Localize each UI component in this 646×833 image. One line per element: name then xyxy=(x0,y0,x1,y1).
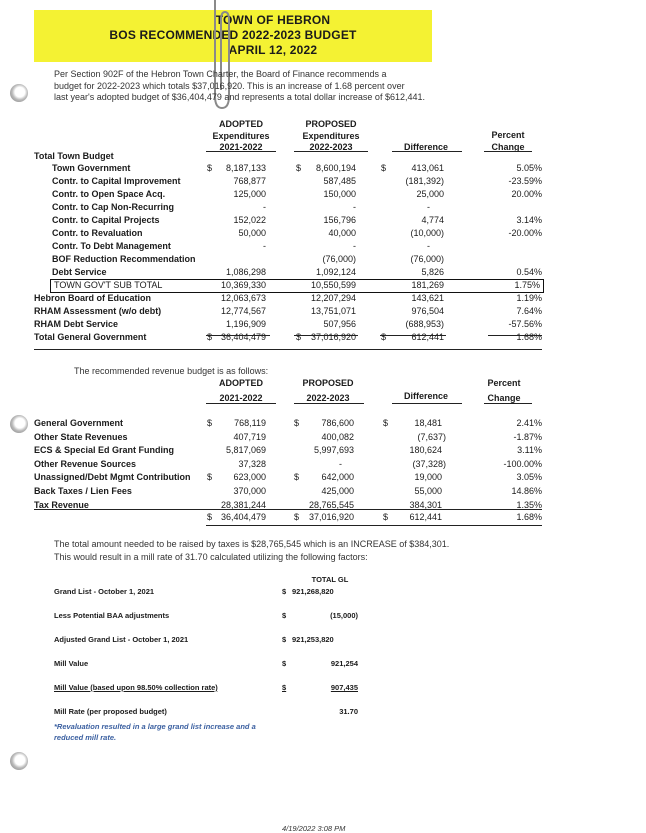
difference-value: (7,637) xyxy=(417,431,446,442)
mill-label: Adjusted Grand List - October 1, 2021 xyxy=(54,635,189,644)
percent-value: 1.19% xyxy=(516,293,542,303)
intro-line: budget for 2022-2023 which totals $37,016,920. This is an increase of 1.68 percent over xyxy=(54,80,405,91)
mill-label: Grand List - October 1, 2021 xyxy=(54,587,155,596)
table-row xyxy=(0,459,646,473)
mill-value: 921,254 xyxy=(330,659,358,668)
percent-value: 3.11% xyxy=(517,445,542,456)
table-row xyxy=(0,241,646,254)
difference-value: 180,624 xyxy=(409,445,442,456)
header-text: PROPOSED xyxy=(302,378,354,388)
table-row xyxy=(0,254,646,267)
difference-value: 413,061 xyxy=(411,163,444,173)
header-text: Change xyxy=(491,141,525,152)
proposed-value: 40,000 xyxy=(328,228,356,238)
difference-value: 976,504 xyxy=(411,306,444,316)
percent-value: 7.64% xyxy=(516,306,542,316)
row-label: Hebron Board of Education xyxy=(34,293,151,303)
mill-value: 921,268,820 xyxy=(292,587,334,596)
rev-header-adopted xyxy=(202,376,280,406)
header-text: ADOPTED xyxy=(218,119,263,129)
header-text: Change xyxy=(487,393,521,403)
difference-value: (76,000) xyxy=(410,254,444,264)
row-label: TOWN GOV'T SUB TOTAL xyxy=(54,280,163,290)
dollar-sign: $ xyxy=(207,472,213,483)
percent-value: 14.86% xyxy=(511,485,542,496)
header-text: Expenditures xyxy=(212,130,270,141)
revenue-table xyxy=(0,418,646,513)
difference-value: 55,000 xyxy=(414,485,442,496)
adopted-value: 1,086,298 xyxy=(225,267,266,277)
adopted-value: 623,000 xyxy=(233,472,266,483)
table-row xyxy=(0,176,646,189)
banner-town: TOWN OF HEBRON xyxy=(215,13,331,27)
mill-label: Mill Value (based upon 98.50% collection rate) xyxy=(54,683,218,692)
row-label: Other Revenue Sources xyxy=(34,458,137,469)
header-text: ADOPTED xyxy=(218,378,263,388)
percent-value: 1.75% xyxy=(514,280,540,290)
section-title: Total Town Budget xyxy=(34,151,114,161)
table-row xyxy=(0,472,646,486)
adopted-value: - xyxy=(263,241,266,251)
banner-date: APRIL 12, 2022 xyxy=(228,43,318,57)
proposed-value: 13,751,071 xyxy=(310,306,356,316)
difference-value: 612,441 xyxy=(409,512,442,522)
difference-value: (10,000) xyxy=(410,228,444,238)
table-row xyxy=(0,228,646,241)
difference-value: - xyxy=(427,202,430,212)
difference-value: 5,826 xyxy=(421,267,444,277)
difference-value: 181,269 xyxy=(411,280,444,290)
table-row xyxy=(0,418,646,432)
percent-value: 0.54% xyxy=(516,267,542,277)
table-row xyxy=(0,319,646,332)
taxes-line: The total amount needed to be raised by taxes is $28,765,545 which is an INCREASE of $384,301. xyxy=(54,539,450,549)
proposed-value: 10,550,599 xyxy=(310,280,356,290)
proposed-value: 587,485 xyxy=(323,176,356,186)
difference-value: 19,000 xyxy=(414,472,442,483)
note-line: reduced mill rate. xyxy=(54,733,117,742)
adopted-value: - xyxy=(263,202,266,212)
proposed-value: 1,092,124 xyxy=(315,267,356,277)
percent-value: -57.56% xyxy=(508,319,542,329)
dollar-sign: $ xyxy=(383,512,389,522)
table-row xyxy=(0,486,646,500)
row-label: RHAM Assessment (w/o debt) xyxy=(34,306,162,316)
adopted-value: 768,877 xyxy=(233,176,266,186)
difference-value: 25,000 xyxy=(416,189,444,199)
row-label: Tax Revenue xyxy=(34,499,89,510)
percent-value: 5.05% xyxy=(516,163,542,173)
mill-row xyxy=(0,587,646,611)
proposed-value: 156,796 xyxy=(323,215,356,225)
proposed-value: 28,765,545 xyxy=(308,499,354,510)
dollar-sign: $ xyxy=(282,611,287,620)
rev-header-percent xyxy=(474,376,534,406)
dollar-sign: $ xyxy=(381,163,387,173)
adopted-value: 125,000 xyxy=(233,189,266,199)
mill-row xyxy=(0,659,646,683)
header-text: 2022-2023 xyxy=(306,393,350,403)
row-label: Contr. to Capital Projects xyxy=(52,215,160,225)
header-text: Percent xyxy=(491,130,525,140)
adopted-value: 37,328 xyxy=(238,458,266,469)
hole-punch-icon xyxy=(10,84,28,102)
table-row xyxy=(0,215,646,228)
header-percent xyxy=(478,130,538,153)
intro-line: Per Section 902F of the Hebron Town Charter, the Board of Finance recommends a xyxy=(54,69,387,79)
table-row xyxy=(0,432,646,446)
proposed-value: 786,600 xyxy=(321,418,354,428)
expenditure-table xyxy=(0,163,646,345)
banner-title: BOS RECOMMENDED 2022-2023 BUDGET xyxy=(109,28,357,42)
row-label: General Government xyxy=(34,418,124,428)
row-label: Contr. to Open Space Acq. xyxy=(52,189,166,199)
rev-header-difference: Difference xyxy=(403,391,448,401)
footer-timestamp: 4/19/2022 3:08 PM xyxy=(282,824,346,833)
header-proposed xyxy=(290,119,372,154)
dollar-sign: $ xyxy=(296,332,302,342)
mill-label: Mill Value xyxy=(54,659,89,668)
difference-value: (688,953) xyxy=(405,319,444,329)
header-text: PROPOSED xyxy=(305,119,357,129)
intro-line: last year's adopted budget of $36,404,479 and represents a total dollar increase of $612,441. xyxy=(54,92,425,103)
adopted-value: 5,817,069 xyxy=(225,445,266,456)
row-label: Total General Government xyxy=(34,332,147,342)
total-row xyxy=(0,332,646,345)
percent-value: 3.14% xyxy=(516,215,542,225)
proposed-value: - xyxy=(339,458,342,469)
mill-value: (15,000) xyxy=(330,611,358,620)
percent-value: -20.00% xyxy=(508,228,542,238)
taxes-paragraph xyxy=(54,538,449,563)
dollar-sign: $ xyxy=(294,512,300,522)
header-text: Expenditures xyxy=(302,130,360,141)
adopted-value: 1,196,909 xyxy=(225,319,266,329)
mill-header: TOTAL GL xyxy=(311,575,349,584)
percent-value: 1.35% xyxy=(516,499,542,510)
row-label: RHAM Debt Service xyxy=(34,319,119,329)
adopted-value: 50,000 xyxy=(238,228,266,238)
adopted-value: 8,187,133 xyxy=(225,163,266,173)
subtotal-row xyxy=(0,280,646,293)
percent-value: 1.68% xyxy=(516,512,542,522)
row-label: Contr. to Revaluation xyxy=(52,228,143,238)
difference-value: (181,392) xyxy=(405,176,444,186)
dollar-sign: $ xyxy=(207,332,213,342)
adopted-value: 768,119 xyxy=(234,418,266,428)
note-line: *Revaluation resulted in a large grand list increase and a xyxy=(54,722,256,731)
percent-value: 2.41% xyxy=(516,418,542,428)
proposed-value: 12,207,294 xyxy=(310,293,356,303)
proposed-value: 8,600,194 xyxy=(315,163,356,173)
proposed-value: 5,997,693 xyxy=(313,445,354,456)
proposed-value: 400,082 xyxy=(321,431,354,442)
header-text: 2021-2022 xyxy=(219,393,263,403)
percent-value: -100.00% xyxy=(503,458,542,469)
adopted-value: 12,063,673 xyxy=(220,293,266,303)
adopted-value: 407,719 xyxy=(233,431,266,442)
dollar-sign: $ xyxy=(383,418,389,428)
dollar-sign: $ xyxy=(296,163,302,173)
percent-value: -1.87% xyxy=(513,431,542,442)
header-text: Percent xyxy=(487,378,521,388)
dollar-sign: $ xyxy=(282,635,287,644)
proposed-value: 425,000 xyxy=(321,485,354,496)
table-row xyxy=(0,445,646,459)
dollar-sign: $ xyxy=(282,587,287,596)
intro-paragraph xyxy=(54,69,474,104)
adopted-value: 28,381,244 xyxy=(220,499,266,510)
proposed-value: 642,000 xyxy=(321,472,354,483)
mill-value: 31.70 xyxy=(339,707,358,716)
dollar-sign: $ xyxy=(207,163,213,173)
adopted-value: 152,022 xyxy=(233,215,266,225)
header-difference: Difference xyxy=(403,142,448,152)
row-label: Town Government xyxy=(52,163,131,173)
row-label: ECS & Special Ed Grant Funding xyxy=(34,445,175,456)
mill-label: Less Potential BAA adjustments xyxy=(54,611,170,620)
revenue-intro: The recommended revenue budget is as follows: xyxy=(74,366,269,376)
difference-value: 18,481 xyxy=(414,418,442,428)
proposed-value: - xyxy=(353,202,356,212)
dollar-sign: $ xyxy=(207,418,213,428)
mill-value: 907,435 xyxy=(330,683,358,692)
dollar-sign: $ xyxy=(294,472,300,483)
difference-value: 612,441 xyxy=(411,332,444,342)
table-row xyxy=(0,306,646,319)
taxes-line: This would result in a mill rate of 31.70 calculated utilizing the following factors: xyxy=(54,551,368,562)
row-label: Contr. To Debt Management xyxy=(52,241,171,251)
mill-value: 921,253,820 xyxy=(292,635,334,644)
difference-value: 4,774 xyxy=(421,215,444,225)
adopted-value: 370,000 xyxy=(233,485,266,496)
dollar-sign: $ xyxy=(381,332,387,342)
adopted-value: 10,369,330 xyxy=(220,280,266,290)
difference-value: (37,328) xyxy=(412,458,446,469)
adopted-value: 12,774,567 xyxy=(220,306,266,316)
revaluation-note xyxy=(54,721,256,743)
percent-value: 20.00% xyxy=(511,189,542,199)
row-label: Other State Revenues xyxy=(34,431,128,442)
row-label: Contr. to Capital Improvement xyxy=(52,176,181,186)
difference-value: - xyxy=(427,241,430,251)
proposed-value: 37,016,920 xyxy=(310,332,356,342)
mill-row xyxy=(0,635,646,659)
header-adopted xyxy=(202,119,280,154)
table-row xyxy=(0,163,646,176)
row-label: Debt Service xyxy=(52,267,107,277)
difference-value: 384,301 xyxy=(409,499,442,510)
table-row xyxy=(0,293,646,306)
rev-header-proposed xyxy=(288,376,368,406)
proposed-value: 507,956 xyxy=(323,319,356,329)
row-label: Contr. to Cap Non-Recurring xyxy=(52,202,174,212)
row-label: Back Taxes / Lien Fees xyxy=(34,485,132,496)
proposed-value: 150,000 xyxy=(323,189,356,199)
table-row xyxy=(0,202,646,215)
table-row xyxy=(0,189,646,202)
proposed-value: (76,000) xyxy=(322,254,356,264)
dollar-sign: $ xyxy=(282,659,287,668)
mill-row xyxy=(0,611,646,635)
dollar-sign: $ xyxy=(207,512,213,522)
dollar-sign: $ xyxy=(294,418,300,428)
dollar-sign: $ xyxy=(282,683,287,692)
percent-value: 1.68% xyxy=(516,332,542,342)
header-text: 2021-2022 xyxy=(219,142,263,152)
adopted-value: 36,404,479 xyxy=(220,332,266,342)
row-label: Unassigned/Debt Mgmt Contribution xyxy=(34,472,191,483)
header-text: 2022-2023 xyxy=(309,142,353,152)
proposed-value: 37,016,920 xyxy=(308,512,354,522)
mill-row xyxy=(0,683,646,707)
hole-punch-icon xyxy=(10,752,28,770)
proposed-value: - xyxy=(353,241,356,251)
percent-value: -23.59% xyxy=(508,176,542,186)
row-label: BOF Reduction Recommendation xyxy=(52,254,196,264)
percent-value: 3.05% xyxy=(516,472,542,483)
mill-table xyxy=(0,587,646,731)
difference-value: 143,621 xyxy=(411,293,444,303)
mill-label: Mill Rate (per proposed budget) xyxy=(54,707,167,716)
adopted-value: 36,404,479 xyxy=(220,512,266,522)
